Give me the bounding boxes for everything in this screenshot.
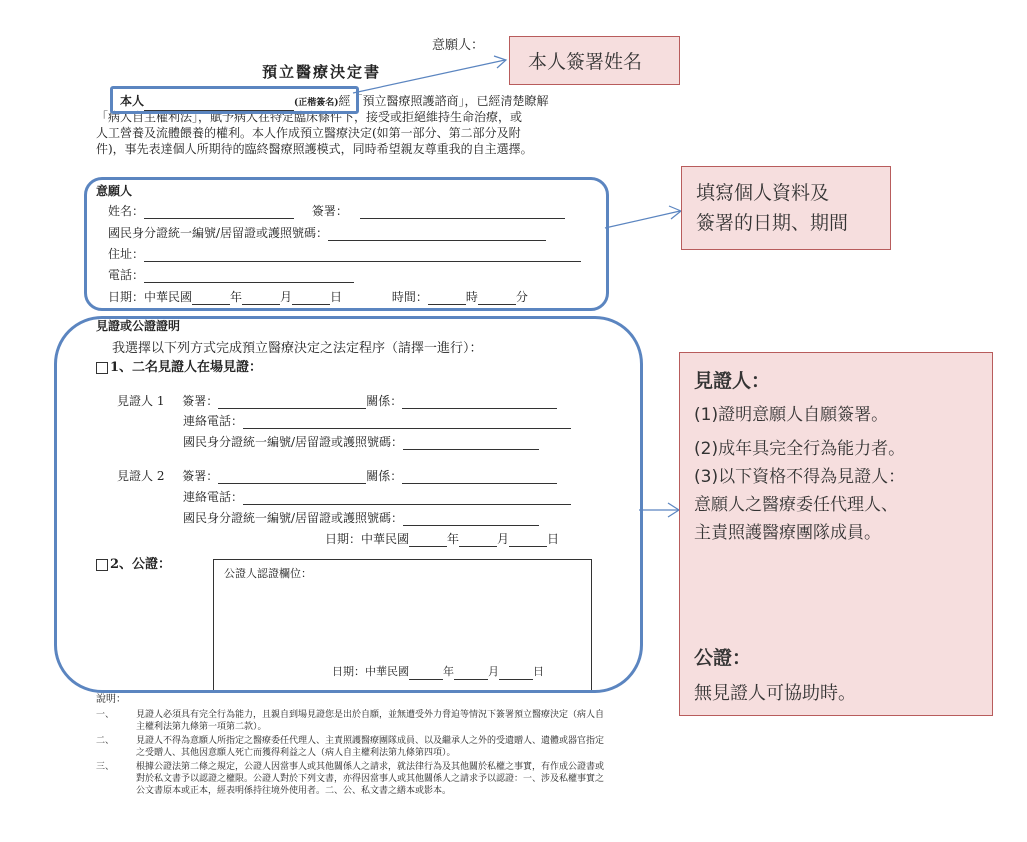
notary-date-label: 日期：中華民國 xyxy=(332,665,409,678)
witness-month-label: 月 xyxy=(497,532,510,546)
callout-signature xyxy=(509,36,680,85)
self-label: 本人 xyxy=(120,94,145,108)
witness2-id-label: 國民身分證統一編號/居留證或護照號碼： xyxy=(183,511,404,525)
personal-arrow-line xyxy=(605,211,680,228)
intro-line4: 件)，事先表達個人所期待的臨終醫療照護模式，同時希望親友尊重我的自主選擇。 xyxy=(96,142,533,156)
hour-label: 時 xyxy=(465,290,478,304)
phone-label: 電話： xyxy=(108,268,145,282)
signature-arrow-line xyxy=(353,60,505,93)
witness1-label: 見證人 1 xyxy=(117,394,165,408)
minute-label: 分 xyxy=(515,290,528,304)
notary-month-label: 月 xyxy=(488,665,499,678)
witness-choose: 我選擇以下列方式完成預立醫療決定之法定程序（請擇一進行）： xyxy=(112,341,483,356)
witness2-sign-label: 簽署： xyxy=(182,469,219,483)
intro-line1-text: 經「預立醫療照護諮商」，已經清楚瞭解 xyxy=(338,94,549,108)
year-label: 年 xyxy=(230,290,243,304)
day-label: 日 xyxy=(330,290,343,304)
callout-personal-line: 簽署的日期、期間 xyxy=(696,212,849,234)
callout-witness-item: (1)證明意願人自願簽署。 xyxy=(694,405,889,425)
note-number: 一、 xyxy=(96,710,115,720)
witness-heading: 見證或公證證明 xyxy=(96,319,181,333)
callout-witness-item: 主責照護醫療團隊成員。 xyxy=(694,523,881,543)
witness1-sign-label: 簽署： xyxy=(182,394,219,408)
callout-notary-title: 公證： xyxy=(694,647,752,669)
notary-box-label: 公證人認證欄位： xyxy=(224,567,312,580)
callout-personal-text xyxy=(696,178,848,238)
option2-label: 2、公證： xyxy=(110,557,172,572)
address-label: 住址： xyxy=(108,247,145,261)
date-label: 日期：中華民國 xyxy=(108,290,193,304)
callout-witness-list xyxy=(694,401,905,547)
month-label: 月 xyxy=(280,290,293,304)
witness2-relation-label: 關係： xyxy=(366,469,403,483)
witness-day-label: 日 xyxy=(547,532,560,546)
notary-year-label: 年 xyxy=(443,665,454,678)
time-label: 時間： xyxy=(391,290,428,304)
callout-personal-line: 填寫個人資料及 xyxy=(696,182,830,204)
witness2-phone-label: 連絡電話： xyxy=(183,490,244,504)
callout-witness xyxy=(679,352,993,716)
intro-line3: 人工營養及流體餵養的權利。本人作成預立醫療決定(如第一部分、第二部分及附 xyxy=(96,126,521,140)
page-title: 預立醫療決定書 xyxy=(262,63,382,81)
witness1-phone-label: 連絡電話： xyxy=(183,414,244,428)
note-text: 根據公證法第二條之規定，公證人因當事人或其他關係人之請求，就法律行為及其他關於私權之事實，有作成公證書或對於私文書予以認證之權限。公證人對於下列文書，亦得因當事人或其他關係人之請求予以認證：一、涉及私權事實之公文書原本或正本，經表明係持往境外使用者。二、公、私文書之繕本或影本。 xyxy=(136,762,605,796)
witness1-relation-label: 關係： xyxy=(366,394,403,408)
top-signer-label: 意願人： xyxy=(432,38,485,53)
callout-personal xyxy=(681,166,891,250)
id-label: 國民身分證統一編號/居留證或護照號碼： xyxy=(108,226,329,240)
witness2-label: 見證人 2 xyxy=(117,469,165,483)
name-label: 姓名： xyxy=(108,204,145,218)
note-number: 二、 xyxy=(96,736,115,746)
signature-hint: (正楷簽名) xyxy=(294,98,339,108)
note-text: 見證人必須具有完全行為能力，且親自到場見證您是出於自願，並無遭受外力脅迫等情況下簽署預立醫療決定（病人自主權利法第九條第一項第二款）。 xyxy=(136,710,605,732)
callout-witness-item: (3)以下資格不得為見證人： xyxy=(694,467,906,487)
callout-notary-text: 無見證人可協助時。 xyxy=(694,683,856,704)
option1-label: 1、二名見證人在場見證： xyxy=(110,360,263,375)
note-text: 見證人不得為意願人所指定之醫療委任代理人、主責照護醫療團隊成員、以及繼承人之外的受遺贈人、遺體或器官指定之受贈人、其他因意願人死亡而獲得利益之人（病人自主權利法第九條第四項）。 xyxy=(136,736,605,758)
note-number: 三、 xyxy=(96,762,115,772)
callout-witness-title: 見證人： xyxy=(694,370,771,392)
sign-label: 簽署： xyxy=(311,204,348,218)
notary-day-label: 日 xyxy=(533,665,544,678)
callout-witness-item: 意願人之醫療委任代理人、 xyxy=(694,495,898,515)
witness-year-label: 年 xyxy=(447,532,460,546)
person-heading: 意願人 xyxy=(96,184,133,198)
notes-heading: 說明： xyxy=(96,694,126,705)
callout-signature-text: 本人簽署姓名 xyxy=(528,51,643,73)
intro-line2: 「病人自主權利法」，賦予病人在特定臨床條件下，接受或拒絕維持生命治療，或 xyxy=(96,110,523,124)
witness-date-label: 日期：中華民國 xyxy=(325,532,410,546)
witness1-id-label: 國民身分證統一編號/居留證或護照號碼： xyxy=(183,435,404,449)
callout-witness-item: (2)成年具完全行為能力者。 xyxy=(694,439,906,459)
